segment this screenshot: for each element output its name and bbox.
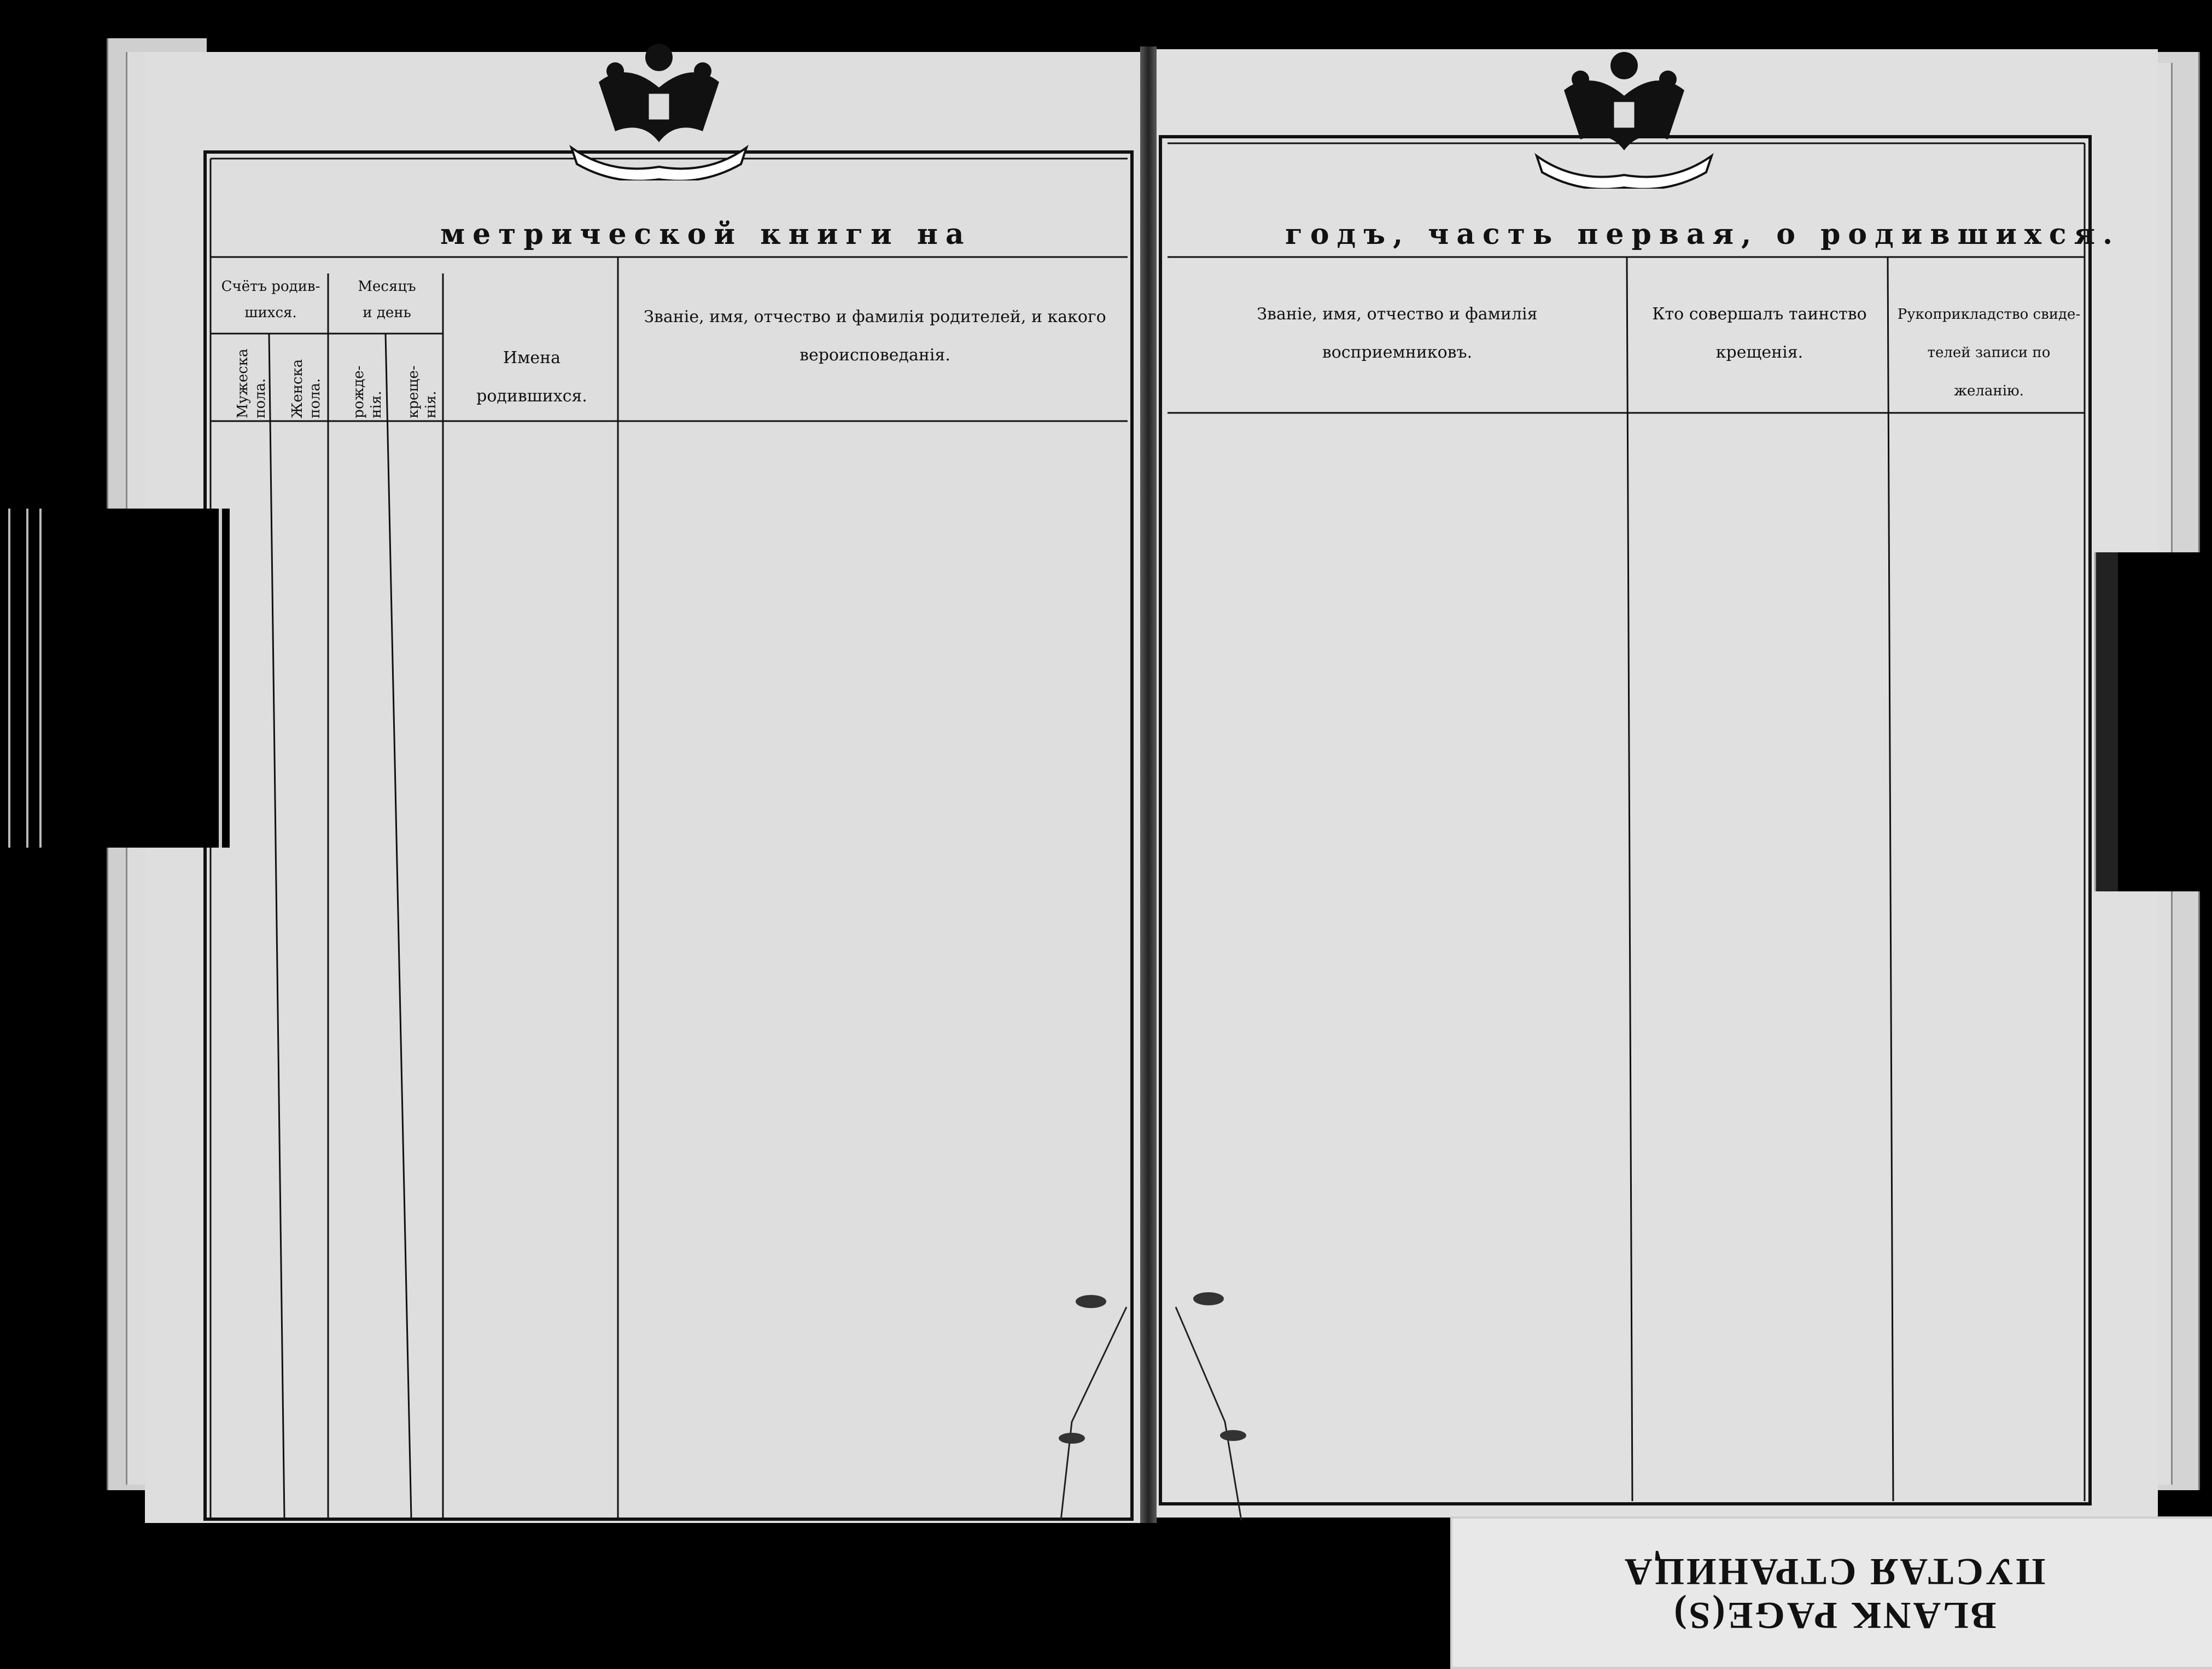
coat-of-arms-right-icon (1531, 46, 1717, 189)
header-baptism: креще- нія. (405, 365, 439, 418)
clip-bar (219, 509, 222, 848)
header-parents: Званіе, имя, отчество и фамилія родителей, и какого вероисповеданія. (644, 307, 1106, 365)
right-page-title: годъ, часть первая, о родившихся. (1285, 218, 2121, 251)
header-count-born: Счётъ родив- шихся. (221, 278, 320, 321)
coat-of-arms-left-icon (566, 38, 752, 180)
blank-page-sticker (1450, 1516, 2212, 1669)
header-performed: Кто совершалъ таинство крещенія. (1652, 305, 1867, 362)
clip-edge (2094, 552, 2118, 891)
header-names: Имена родившихся. (476, 348, 587, 406)
binding-clip-left (0, 509, 230, 848)
sticker-text (1622, 1549, 2046, 1637)
left-page-title: метрической книги на (440, 218, 972, 251)
header-month-day: Месяцъ и день (358, 278, 416, 321)
clip-bar (39, 509, 42, 848)
header-male: Мужеска пола. (235, 348, 269, 418)
header-birth: рожде- нія. (351, 365, 384, 418)
clip-bar (8, 509, 10, 848)
sticker-line-russian: ПУСТАЯ СТРАНИЦА (1622, 1550, 2046, 1592)
binding-clip-right (2094, 552, 2212, 891)
header-female: Женска пола. (289, 359, 323, 418)
header-signatures: Рукоприкладство свиде- телей записи по желанію. (1897, 306, 2081, 399)
clip-bar (26, 509, 28, 848)
sticker-line-english: BLANK PAGE(S) (1671, 1594, 1997, 1636)
header-godparents: Званіе, имя, отчество и фамилія восприемниковъ. (1257, 305, 1538, 362)
